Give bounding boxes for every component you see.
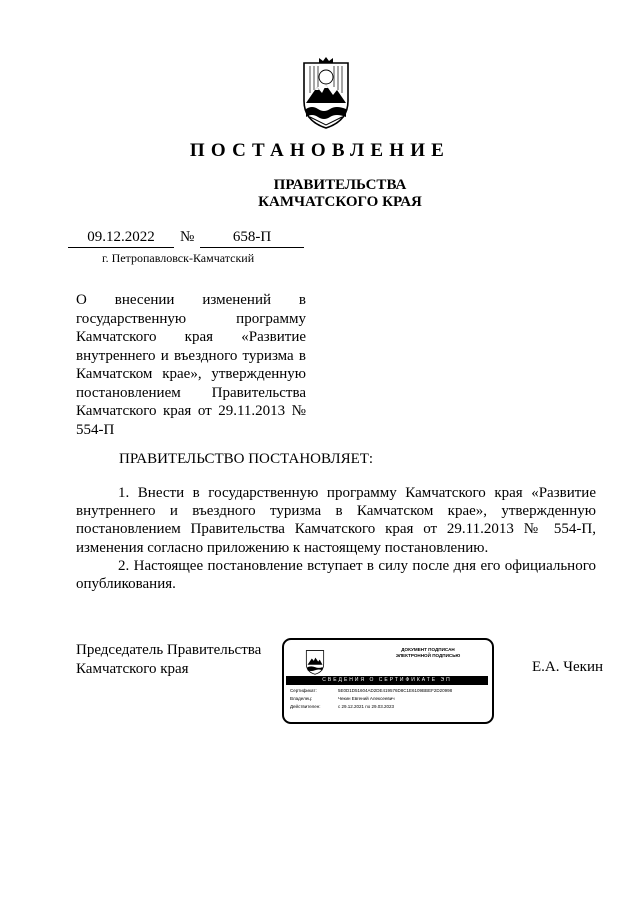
stamp-valid-label: Действителен: (290, 704, 321, 709)
number-sign: № (180, 229, 195, 245)
document-title: ПОСТАНОВЛЕНИЕ (189, 140, 451, 161)
issuing-authority (0, 177, 640, 211)
document-subject: О внесении изменений в государственную программу Камчатского края «Развитие внутреннего и въездного туризма в Камчатском крае», утвержденную постановлением Правительства Камчатского края от 29.11.2013 № 554-П (76, 292, 306, 438)
stamp-owner-label: Владелец: (290, 696, 313, 701)
stamp-cert-label: Сертификат: (290, 688, 317, 693)
issuing-authority-line2: КАМЧАТСКОГО КРАЯ (258, 194, 422, 210)
signatory-position (76, 641, 261, 679)
document-date: 09.12.2022 (68, 229, 174, 248)
clause-2: 2. Настоящее постановление вступает в силу после дня его официального опубликования. (76, 557, 596, 593)
document-city: г. Петропавловск-Камчатский (102, 251, 255, 265)
stamp-heading-line2: ЭЛЕКТРОННОЙ ПОДПИСЬЮ (395, 653, 461, 658)
signatory-name: Е.А. Чекин (532, 659, 603, 675)
stamp-heading-line1: ДОКУМЕНТ ПОДПИСАН (401, 647, 455, 652)
document-number: 658-П (200, 229, 304, 248)
stamp-band: СВЕДЕНИЯ О СЕРТИФИКАТЕ ЭП (286, 676, 488, 685)
decree-heading: ПРАВИТЕЛЬСТВО ПОСТАНОВЛЯЕТ: (119, 451, 374, 467)
stamp-heading (372, 647, 484, 659)
issuing-authority-line1: ПРАВИТЕЛЬСТВА (273, 177, 407, 193)
signatory-position-line1: Председатель Правительства (76, 642, 262, 658)
stamp-coat-of-arms-icon (305, 649, 325, 675)
stamp-valid-value: с 29.12.2021 по 29.03.2023 (338, 704, 394, 709)
stamp-owner-value: Чекин Евгений Алексеевич (338, 696, 395, 701)
clause-1: 1. Внести в государственную программу Камчатского края «Развитие внутреннего и въездного туризма в Камчатском крае», утвержденную постановлением Правительства Камчатского края от 29.11.2013 № 554-П, изменения согласно приложению к настоящему постановлению. (76, 485, 596, 556)
date-number-row (68, 229, 308, 249)
signatory-position-line2: Камчатского края (76, 661, 189, 677)
stamp-cert-value: 5E0D1D51604AD2DE419576D8C1E6109BBEF2D20998 (338, 688, 453, 693)
coat-of-arms-icon (301, 57, 351, 130)
electronic-signature-stamp (282, 638, 494, 724)
document-body (76, 484, 596, 593)
